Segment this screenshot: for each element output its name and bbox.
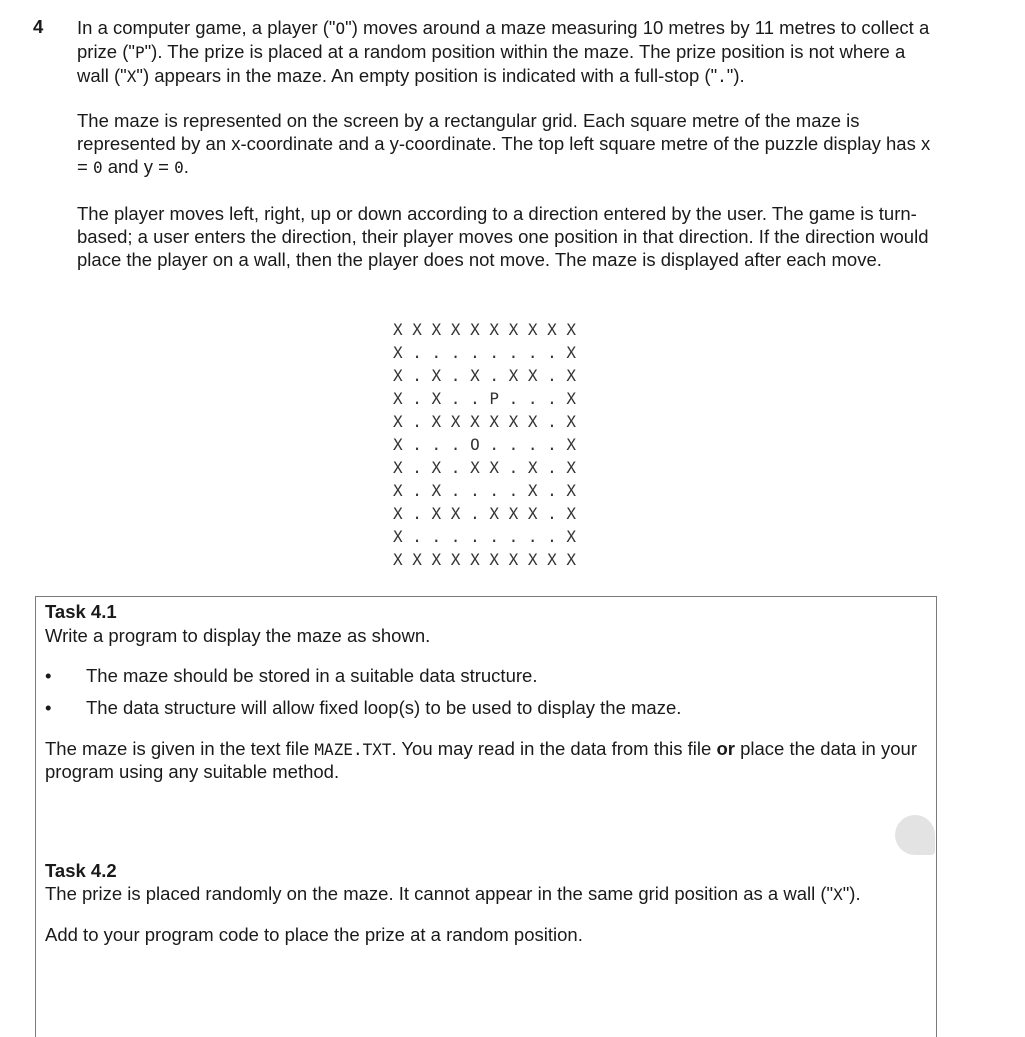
maze-row: X . X X . X X X . X	[393, 504, 577, 523]
scan-smudge	[895, 815, 935, 855]
movement-description: The player moves left, right, up or down according to a direction entered by the user. The game is turn-based; a user enters the direction, their player moves one position in that direction. If the direction would place the player on a wall, then the player does not move. The maze is displayed after each move.	[77, 203, 929, 270]
code-token: P	[134, 43, 145, 62]
grid-description: The maze is represented on the screen by a rectangular grid. Each square metre of the maze is represented by an x-coordinate and a y-coordinate. The top left square metre of the puzzle display has x = 0 and y = 0.	[77, 110, 931, 177]
task-4-2-line1: The prize is placed randomly on the maze. It cannot appear in the same grid position as a wall ("X").	[45, 883, 861, 904]
code-token: X	[126, 67, 137, 86]
question-intro: In a computer game, a player ("O") moves around a maze measuring 10 metres by 11 metres to collect a prize ("P"). The prize is placed at a random position within the maze. The prize position is not where a wall ("X") appears in the maze. An empty position is indicated with a full-stop (".").	[77, 17, 930, 86]
maze-row: X . X . . . . X . X	[393, 481, 577, 500]
maze-row: X . . . . . . . . X	[393, 527, 577, 546]
task-4-1-file-note: The maze is given in the text file MAZE.TXT. You may read in the data from this file or place the data in your program using any suitable method.	[45, 738, 917, 782]
maze-row: X . X . X X . X . X	[393, 458, 577, 477]
code-token: .	[717, 67, 727, 86]
code-token: 0	[92, 158, 103, 177]
bullet-text: The maze should be stored in a suitable data structure.	[86, 665, 538, 686]
maze-row: X . X . . P . . . X	[393, 389, 577, 408]
maze-row: X . X . X . X X . X	[393, 366, 577, 385]
maze-row: X . . . O . . . . X	[393, 435, 577, 454]
task-4-2-line2: Add to your program code to place the prize at a random position.	[45, 924, 583, 945]
maze-row: X X X X X X X X X X	[393, 320, 577, 339]
maze-display	[393, 318, 576, 571]
maze-row: X . X X X X X X . X	[393, 412, 577, 431]
task-4-1-intro: Write a program to display the maze as shown.	[45, 625, 431, 646]
code-token: MAZE.TXT	[314, 740, 392, 759]
task-4-2-title: Task 4.2	[45, 860, 117, 881]
code-token: 0	[174, 158, 184, 177]
task-box	[35, 596, 937, 1037]
maze-row: X X X X X X X X X X	[393, 550, 577, 569]
emphasis: or	[716, 738, 735, 759]
bullet-dot-icon: •	[45, 697, 52, 718]
code-token: O	[335, 19, 346, 38]
maze-row: X . . . . . . . . X	[393, 343, 577, 362]
task-4-1-title: Task 4.1	[45, 601, 117, 622]
code-token: X	[833, 885, 843, 904]
bullet-dot-icon: •	[45, 665, 52, 686]
bullet-text: The data structure will allow fixed loop(s) to be used to display the maze.	[86, 697, 682, 718]
question-number: 4	[33, 16, 44, 37]
